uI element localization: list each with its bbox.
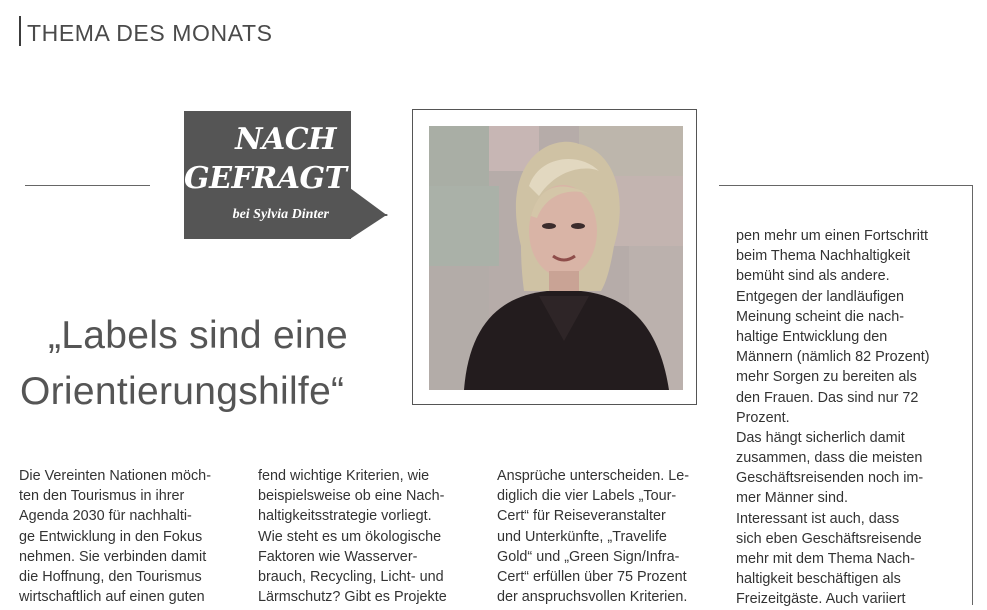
text-line: ten den Tourismus in ihrer	[19, 488, 185, 505]
text-line: haltige Entwicklung den	[736, 328, 888, 345]
headline-line1: „Labels sind eine	[48, 314, 348, 357]
text-line: Interessant ist auch, dass	[736, 510, 900, 527]
speech-arrow-upper	[350, 188, 388, 216]
headline-line2: Orientierungshilfe“	[20, 370, 345, 413]
text-line: Agenda 2030 für nachhalti-	[19, 508, 192, 525]
interview-badge	[184, 111, 351, 239]
badge-title-line2: GEFRAGT	[184, 161, 347, 196]
text-line: mer Männer sind.	[736, 490, 848, 507]
text-line: Das hängt sicherlich damit	[736, 429, 905, 446]
text-line: haltigkeitsstrategie vorliegt.	[258, 508, 432, 525]
text-column-4	[736, 226, 943, 610]
text-line: Gold“ und „Green Sign/Infra-	[497, 548, 680, 565]
text-line: zusammen, dass die meisten	[736, 450, 923, 467]
badge-title-line1: NACH	[235, 122, 336, 157]
speech-arrow-lower	[350, 214, 388, 239]
text-column-2	[258, 466, 466, 607]
text-line: Männern (nämlich 82 Prozent)	[736, 349, 930, 366]
text-line: Cert“ erfüllen über 75 Prozent	[497, 568, 687, 585]
text-line: sich eben Geschäftsreisende	[736, 530, 922, 547]
headline-quote	[20, 308, 400, 420]
text-line: die Hoffnung, den Tourismus	[19, 568, 202, 585]
text-line: beim Thema Nachhaltigkeit	[736, 248, 911, 265]
text-column-3	[497, 466, 705, 607]
text-line: Prozent.	[736, 409, 790, 426]
text-line: haltigkeit beschäftigen als	[736, 571, 901, 588]
text-line: Entgegen der landläufigen	[736, 288, 905, 305]
portrait-photo-icon	[429, 126, 683, 390]
text-column-1	[19, 466, 225, 607]
text-line: Geschäftsreisenden noch im-	[736, 470, 924, 487]
text-line: nehmen. Sie verbinden damit	[19, 548, 207, 565]
text-line: Wie steht es um ökologische	[258, 528, 442, 545]
text-line: ge Entwicklung in den Fokus	[19, 528, 203, 545]
text-line: Die Vereinten Nationen möch-	[19, 468, 211, 484]
divider-right-vertical	[972, 185, 973, 605]
text-line: den Frauen. Das sind nur 72	[736, 389, 919, 406]
divider-left	[25, 185, 150, 186]
text-line: diglich die vier Labels „Tour-	[497, 488, 677, 505]
text-line: Faktoren wie Wasserver-	[258, 548, 418, 565]
text-line: Cert“ für Reiseveranstalter	[497, 508, 666, 525]
text-line: pen mehr um einen Fortschritt	[736, 228, 928, 244]
text-line: Freizeitgäste. Auch variiert	[736, 591, 906, 608]
section-title: THEMA DES MONATS	[27, 20, 273, 46]
text-line: beispielsweise ob eine Nach-	[258, 488, 445, 505]
text-line: mehr Sorgen zu bereiten als	[736, 369, 917, 386]
badge-byline: bei Sylvia Dinter	[232, 207, 329, 222]
text-line: Ansprüche unterscheiden. Le-	[497, 468, 689, 484]
text-line: bemüht sind als andere.	[736, 268, 890, 285]
text-line: Lärmschutz? Gibt es Projekte	[258, 589, 447, 606]
text-line: und Unterkünfte, „Travelife	[497, 528, 667, 545]
text-line: wirtschaftlich auf einen guten	[19, 589, 205, 606]
text-line: fend wichtige Kriterien, wie	[258, 468, 430, 484]
text-line: brauch, Recycling, Licht- und	[258, 568, 444, 585]
text-line: der anspruchsvollen Kriterien.	[497, 589, 688, 606]
text-line: Meinung scheint die nach-	[736, 308, 904, 325]
text-line: mehr mit dem Thema Nach-	[736, 551, 915, 567]
divider-right	[719, 185, 973, 186]
header-rule	[19, 16, 21, 46]
